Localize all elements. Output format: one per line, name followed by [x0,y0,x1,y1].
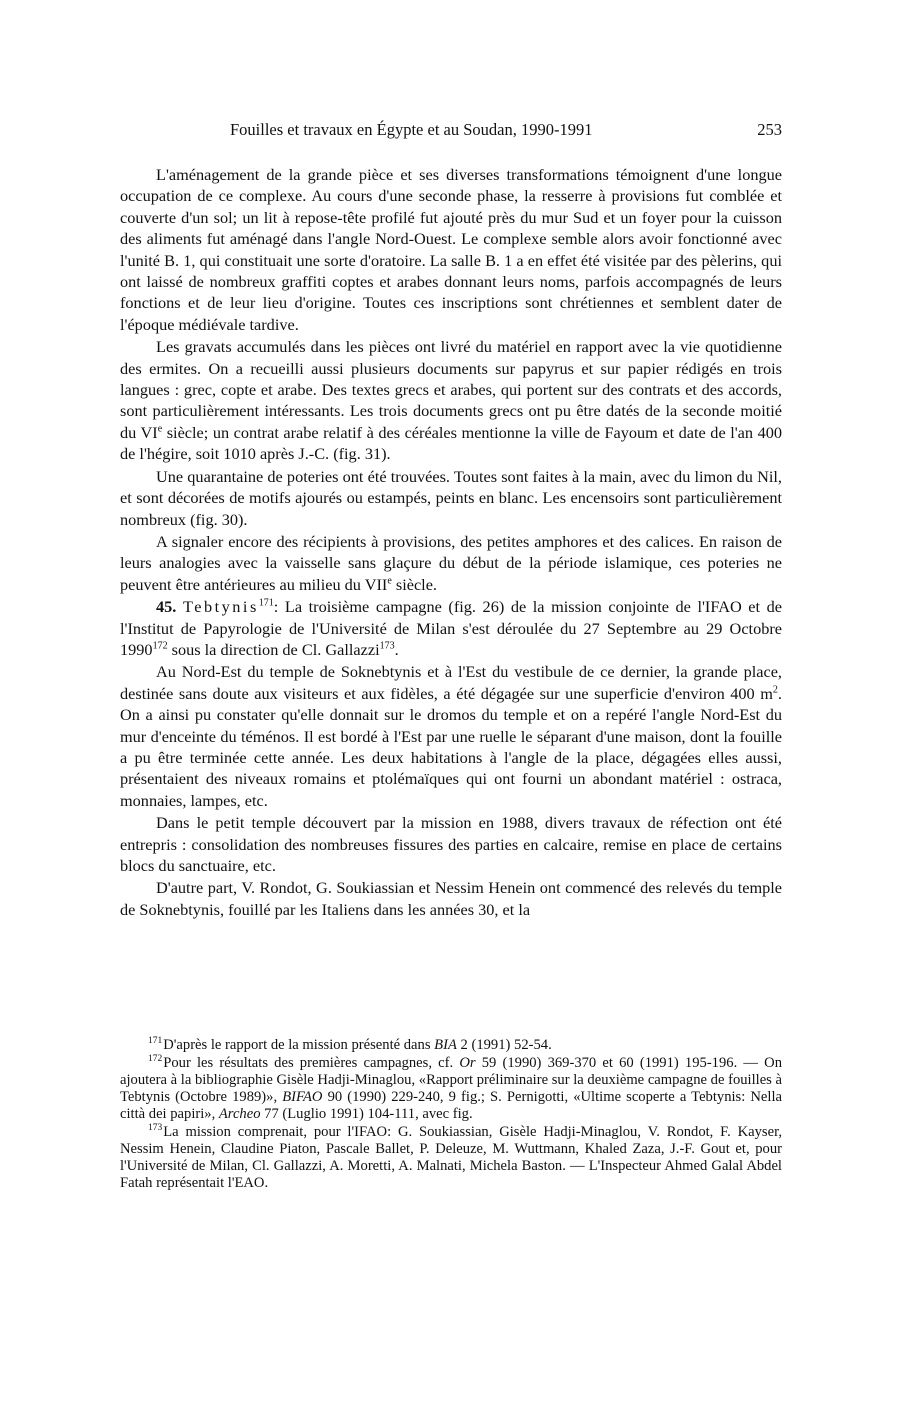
footnote-ref[interactable]: 173 [379,640,395,652]
paragraph-text: siècle; un contrat arabe relatif à des céréales mentionne la ville de Fayoum et date de l'an 400 de l'hégire, soit 1010 après J.-C. (fig. 31). [120,422,782,464]
footnote-text: Pour les résultats des premières campagnes, cf. [163,1055,460,1071]
footnote-text: 77 (Luglio 1991) 104-111, avec fig. [260,1106,473,1122]
paragraph [120,531,782,595]
paragraph-text: A signaler encore des récipients à provisions, des petites amphores et des calices. En raison de leurs analogies avec la vaisselle sans glaçure du début de la période islamique, ces poteries ne peuvent être antérieures au milieu du VII [120,531,782,594]
footnote [120,1124,782,1192]
footnote-text: D'après le rapport de la mission présenté dans [163,1037,435,1053]
footnote-number: 172 [148,1054,163,1065]
paragraph-text: Dans le petit temple découvert par la mission en 1988, divers travaux de réfection ont été entrepris : consolidation des nombreuses fissures des parties en calcaire, remise en place de certains blocs du sanctuaire, etc. [120,813,782,875]
paragraph-text: Au Nord-Est du temple de Soknebtynis et à l'Est du vestibule de ce dernier, la grande place, destinée sans doute aux visiteurs et aux fidèles, a été dégagée sur une superficie d'environ 400 m [120,662,782,703]
paragraph-text: Une quarantaine de poteries ont été trouvées. Toutes sont faites à la main, avec du limon du Nil, et sont décorées de motifs ajourés ou estampés, peints en blanc. Les encensoirs sont particulièrement nombreux (fig. 30). [120,466,782,529]
paragraph [120,466,782,530]
footnote-text: 59 (1990) 369-370 et 60 (1991) 195-196. — On ajoutera à la bibliographie Gisèle Hadji-Minaglou, «Rapport préliminaire sur la deuxième campagne de fouilles à Tebtynis (Octobre 1989)», [120,1055,782,1105]
site-name: Tebtynis [182,597,259,617]
footnote-italic: Or [459,1055,476,1071]
superscript: e [157,423,163,435]
paragraph [120,877,782,920]
paragraph-text: siècle. [391,574,437,594]
paragraph [120,661,782,811]
footnote-number: 171 [148,1036,163,1047]
footnote-ref[interactable]: 171 [258,597,274,609]
paragraph-text: sous la direction de Cl. Gallazzi [167,639,380,659]
running-head [120,117,782,143]
footnote-number: 173 [148,1123,163,1134]
body-text [120,164,782,921]
footnote-italic: BIA [434,1037,457,1053]
section-number: 45. [156,597,177,617]
paragraph [120,812,782,876]
paragraph-text: D'autre part, V. Rondot, G. Soukiassian et Nessim Henein ont commencé des relevés du temple de Soknebtynis, fouillé par les Italiens dans les années 30, et la [120,878,782,919]
footnote [120,1055,782,1123]
paragraph-text: Les gravats accumulés dans les pièces ont livré du matériel en rapport avec la vie quotidienne des ermites. On a recueilli aussi plusieurs documents sur papyrus et sur papier rédigés en trois langues : grec, copte et arabe. Des textes grecs et arabes, qui portent sur des contrats et des accords, sont particulièrement intéressants. Les trois documents grecs ont pu être datés de la seconde moitié du VI [120,337,782,442]
footnotes [120,1037,782,1193]
footnote-text: La mission comprenait, pour l'IFAO: G. Soukiassian, Gisèle Hadji-Minaglou, V. Rondot, F. Kayser, Nessim Henein, Claudine Piaton, Pascale Ballet, P. Deleuze, M. Wuttmann, Khaled Zaza, J.-F. Gout et, pour l'Université de Milan, Cl. Gallazzi, A. Moretti, A. Malnati, Michela Baston. — L'Inspecteur Ahmed Galal Abdel Fatah représentait l'EAO. [120,1124,782,1191]
running-title: Fouilles et travaux en Égypte et au Soudan, 1990-1991 [230,120,593,139]
footnote-text: 90 (1990) 229-240, 9 fig.; S. Pernigotti, «Ultime scoperte a Tebtynis: Nella città dei papiri», [120,1089,782,1122]
paragraph-text: . On a ainsi pu constater qu'elle donnait sur le dromos du temple et on a repéré l'angle Nord-Est du mur d'enceinte du téménos. Il est bordé à l'Est par une ruelle le séparant d'une maison, dont la fouille a pu être terminée cette année. Les deux habitations à l'angle de la place, dégagées elles aussi, présentaient des niveaux romains et ptolémaïques qui ont fourni un abondant matériel : ostraca, monnaies, lampes, etc. [120,683,782,810]
footnote-ref[interactable]: 172 [152,640,168,652]
footnote [120,1037,782,1054]
paragraph-text: . [394,639,399,659]
paragraph [120,164,782,335]
section-paragraph [120,596,782,660]
footnote-italic: BIFAO [282,1089,323,1105]
paragraph-text: L'aménagement de la grande pièce et ses diverses transformations témoignent d'une longue occupation de ce complexe. Au cours d'une seconde phase, la resserre à provisions fut comblée et couverte d'un sol; un lit à repose-tête profilé fut ajouté près du mur Sud et un foyer pour la cuisson des aliments fut aménagé dans l'angle Nord-Ouest. Le complexe semble alors avoir fonctionné avec l'unité B. 1, qui constituait une sorte d'oratoire. La salle B. 1 a en effet été visitée par des pèlerins, qui ont laissé de nombreux graffiti coptes et arabes donnant leurs noms, parfois accompagnés de leurs fonctions et de leur lieu d'origine. Toutes ces inscriptions sont chrétiennes et semblent dater de l'époque médiévale tardive. [120,165,782,334]
superscript: e [387,575,392,587]
page-number: 253 [757,120,782,139]
footnote-text: 2 (1991) 52-54. [456,1037,552,1053]
paragraph-text: : La troisième campagne (fig. 26) de la mission conjointe de l'IFAO et de l'Institut de Papyrologie de l'Université de Milan s'est déroulée du 27 Septembre au 29 Octobre 1990 [120,597,783,659]
superscript: 2 [772,684,778,696]
footnote-italic: Archeo [218,1106,261,1122]
paragraph [120,336,782,464]
